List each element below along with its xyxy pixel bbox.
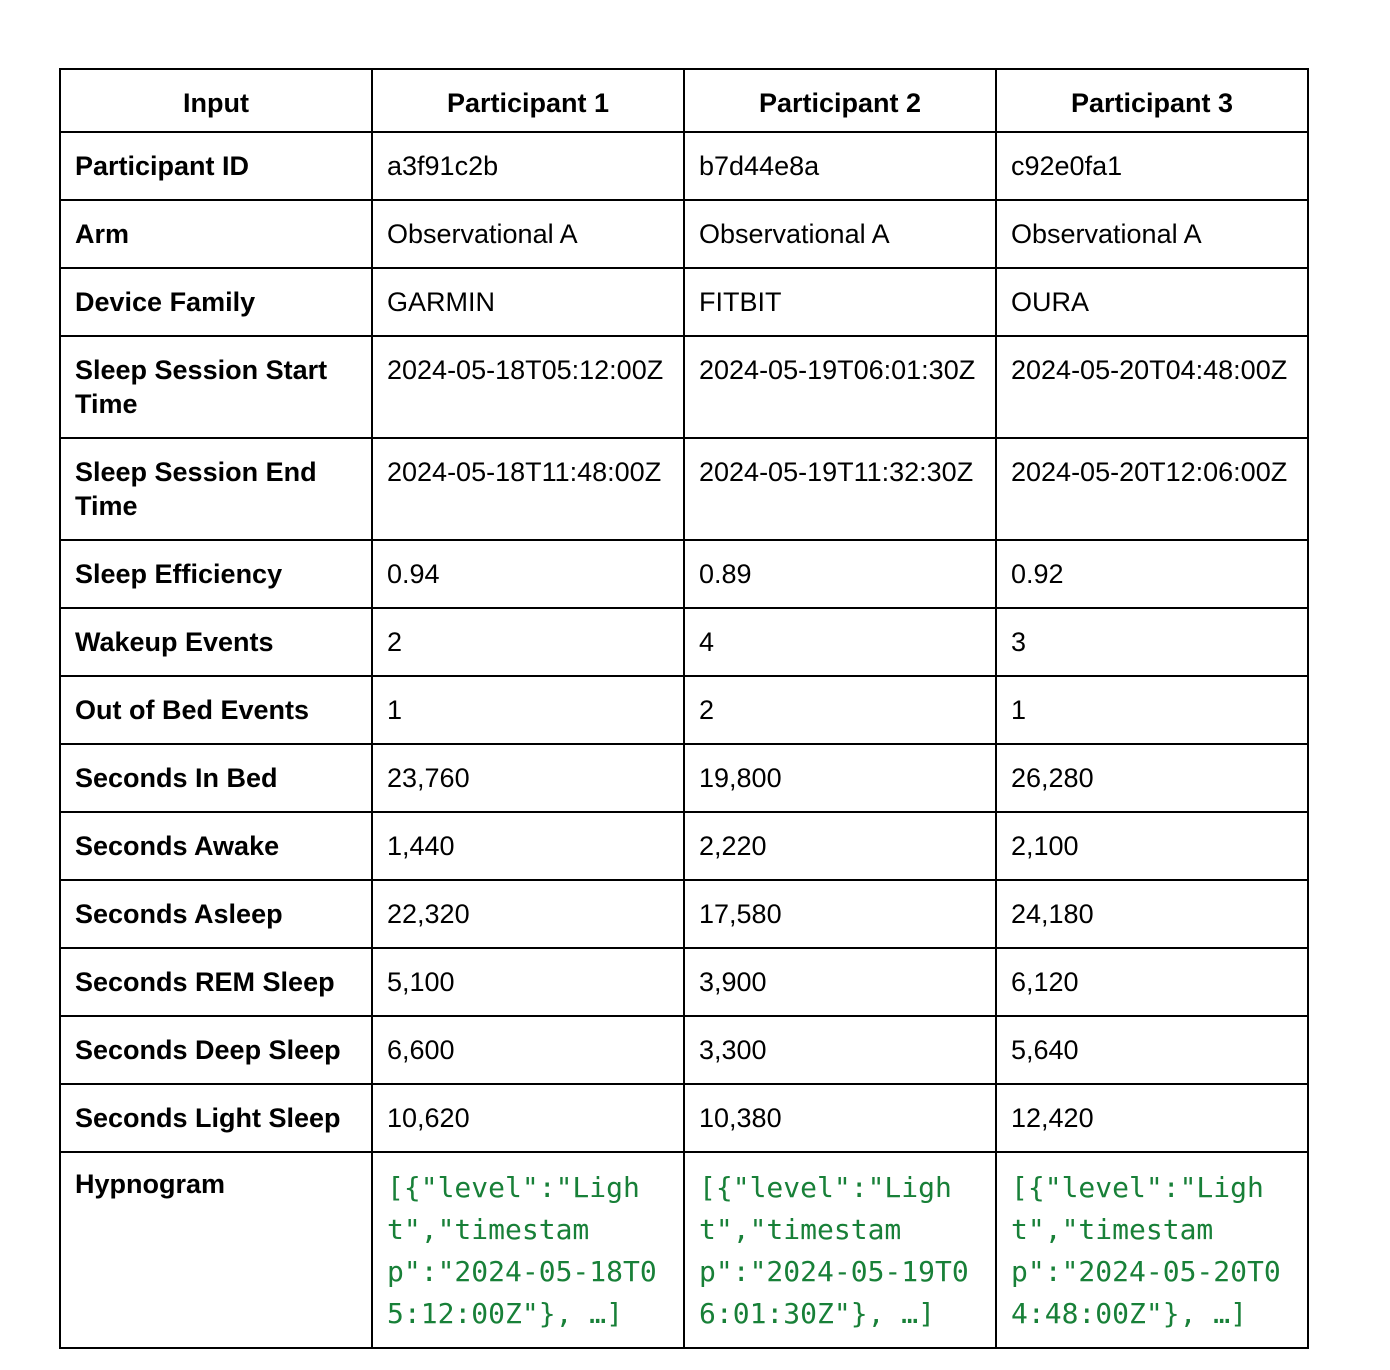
cell-participant-2: 2024-05-19T06:01:30Z (684, 336, 996, 438)
cell-participant-3: 6,120 (996, 948, 1308, 1016)
row-label: Seconds REM Sleep (60, 948, 372, 1016)
row-seconds-light-sleep (60, 1084, 1308, 1152)
cell-participant-3: 2024-05-20T04:48:00Z (996, 336, 1308, 438)
header-participant-2: Participant 2 (684, 69, 996, 132)
row-label: Participant ID (60, 132, 372, 200)
cell-participant-2: 10,380 (684, 1084, 996, 1152)
row-label: Seconds In Bed (60, 744, 372, 812)
cell-participant-1: 0.94 (372, 540, 684, 608)
cell-participant-1: 22,320 (372, 880, 684, 948)
cell-participant-2: 2 (684, 676, 996, 744)
cell-participant-3: c92e0fa1 (996, 132, 1308, 200)
row-label: Sleep Session Start Time (60, 336, 372, 438)
cell-participant-1: 10,620 (372, 1084, 684, 1152)
cell-participant-2: Observational A (684, 200, 996, 268)
cell-participant-2: FITBIT (684, 268, 996, 336)
row-wakeup-events (60, 608, 1308, 676)
cell-participant-3: 1 (996, 676, 1308, 744)
cell-participant-2: 2024-05-19T11:32:30Z (684, 438, 996, 540)
row-label: Sleep Efficiency (60, 540, 372, 608)
row-label: Hypnogram (60, 1152, 372, 1348)
row-label: Device Family (60, 268, 372, 336)
cell-participant-1: 2024-05-18T11:48:00Z (372, 438, 684, 540)
cell-participant-1: 23,760 (372, 744, 684, 812)
row-arm (60, 200, 1308, 268)
cell-participant-1: GARMIN (372, 268, 684, 336)
row-label: Wakeup Events (60, 608, 372, 676)
cell-participant-1: 1,440 (372, 812, 684, 880)
hypnogram-code-participant-1: [{"level":"Light","timestamp":"2024-05-18T05:12:00Z"}, …] (372, 1152, 684, 1348)
cell-participant-2: b7d44e8a (684, 132, 996, 200)
row-label: Out of Bed Events (60, 676, 372, 744)
row-participant-id (60, 132, 1308, 200)
row-label: Sleep Session End Time (60, 438, 372, 540)
row-seconds-rem-sleep (60, 948, 1308, 1016)
cell-participant-1: 2 (372, 608, 684, 676)
cell-participant-1: Observational A (372, 200, 684, 268)
row-sleep-session-start-time (60, 336, 1308, 438)
cell-participant-1: 5,100 (372, 948, 684, 1016)
cell-participant-1: 6,600 (372, 1016, 684, 1084)
cell-participant-3: 2,100 (996, 812, 1308, 880)
cell-participant-3: 24,180 (996, 880, 1308, 948)
cell-participant-3: 26,280 (996, 744, 1308, 812)
row-device-family (60, 268, 1308, 336)
cell-participant-2: 3,300 (684, 1016, 996, 1084)
header-row (60, 69, 1308, 132)
cell-participant-3: 0.92 (996, 540, 1308, 608)
hypnogram-code-participant-2: [{"level":"Light","timestamp":"2024-05-19T06:01:30Z"}, …] (684, 1152, 996, 1348)
cell-participant-1: a3f91c2b (372, 132, 684, 200)
row-label: Arm (60, 200, 372, 268)
cell-participant-2: 2,220 (684, 812, 996, 880)
hypnogram-code-participant-3: [{"level":"Light","timestamp":"2024-05-20T04:48:00Z"}, …] (996, 1152, 1308, 1348)
cell-participant-2: 3,900 (684, 948, 996, 1016)
data-table (59, 68, 1309, 1349)
row-label: Seconds Deep Sleep (60, 1016, 372, 1084)
row-label: Seconds Awake (60, 812, 372, 880)
cell-participant-1: 1 (372, 676, 684, 744)
row-label: Seconds Asleep (60, 880, 372, 948)
header-input: Input (60, 69, 372, 132)
row-hypnogram (60, 1152, 1308, 1348)
row-seconds-awake (60, 812, 1308, 880)
cell-participant-3: 2024-05-20T12:06:00Z (996, 438, 1308, 540)
cell-participant-3: Observational A (996, 200, 1308, 268)
row-sleep-session-end-time (60, 438, 1308, 540)
row-out-of-bed-events (60, 676, 1308, 744)
cell-participant-2: 17,580 (684, 880, 996, 948)
header-participant-3: Participant 3 (996, 69, 1308, 132)
row-sleep-efficiency (60, 540, 1308, 608)
cell-participant-2: 19,800 (684, 744, 996, 812)
cell-participant-2: 0.89 (684, 540, 996, 608)
row-seconds-deep-sleep (60, 1016, 1308, 1084)
row-seconds-in-bed (60, 744, 1308, 812)
cell-participant-2: 4 (684, 608, 996, 676)
row-seconds-asleep (60, 880, 1308, 948)
cell-participant-3: OURA (996, 268, 1308, 336)
header-participant-1: Participant 1 (372, 69, 684, 132)
cell-participant-3: 12,420 (996, 1084, 1308, 1152)
cell-participant-1: 2024-05-18T05:12:00Z (372, 336, 684, 438)
cell-participant-3: 3 (996, 608, 1308, 676)
cell-participant-3: 5,640 (996, 1016, 1308, 1084)
row-label: Seconds Light Sleep (60, 1084, 372, 1152)
